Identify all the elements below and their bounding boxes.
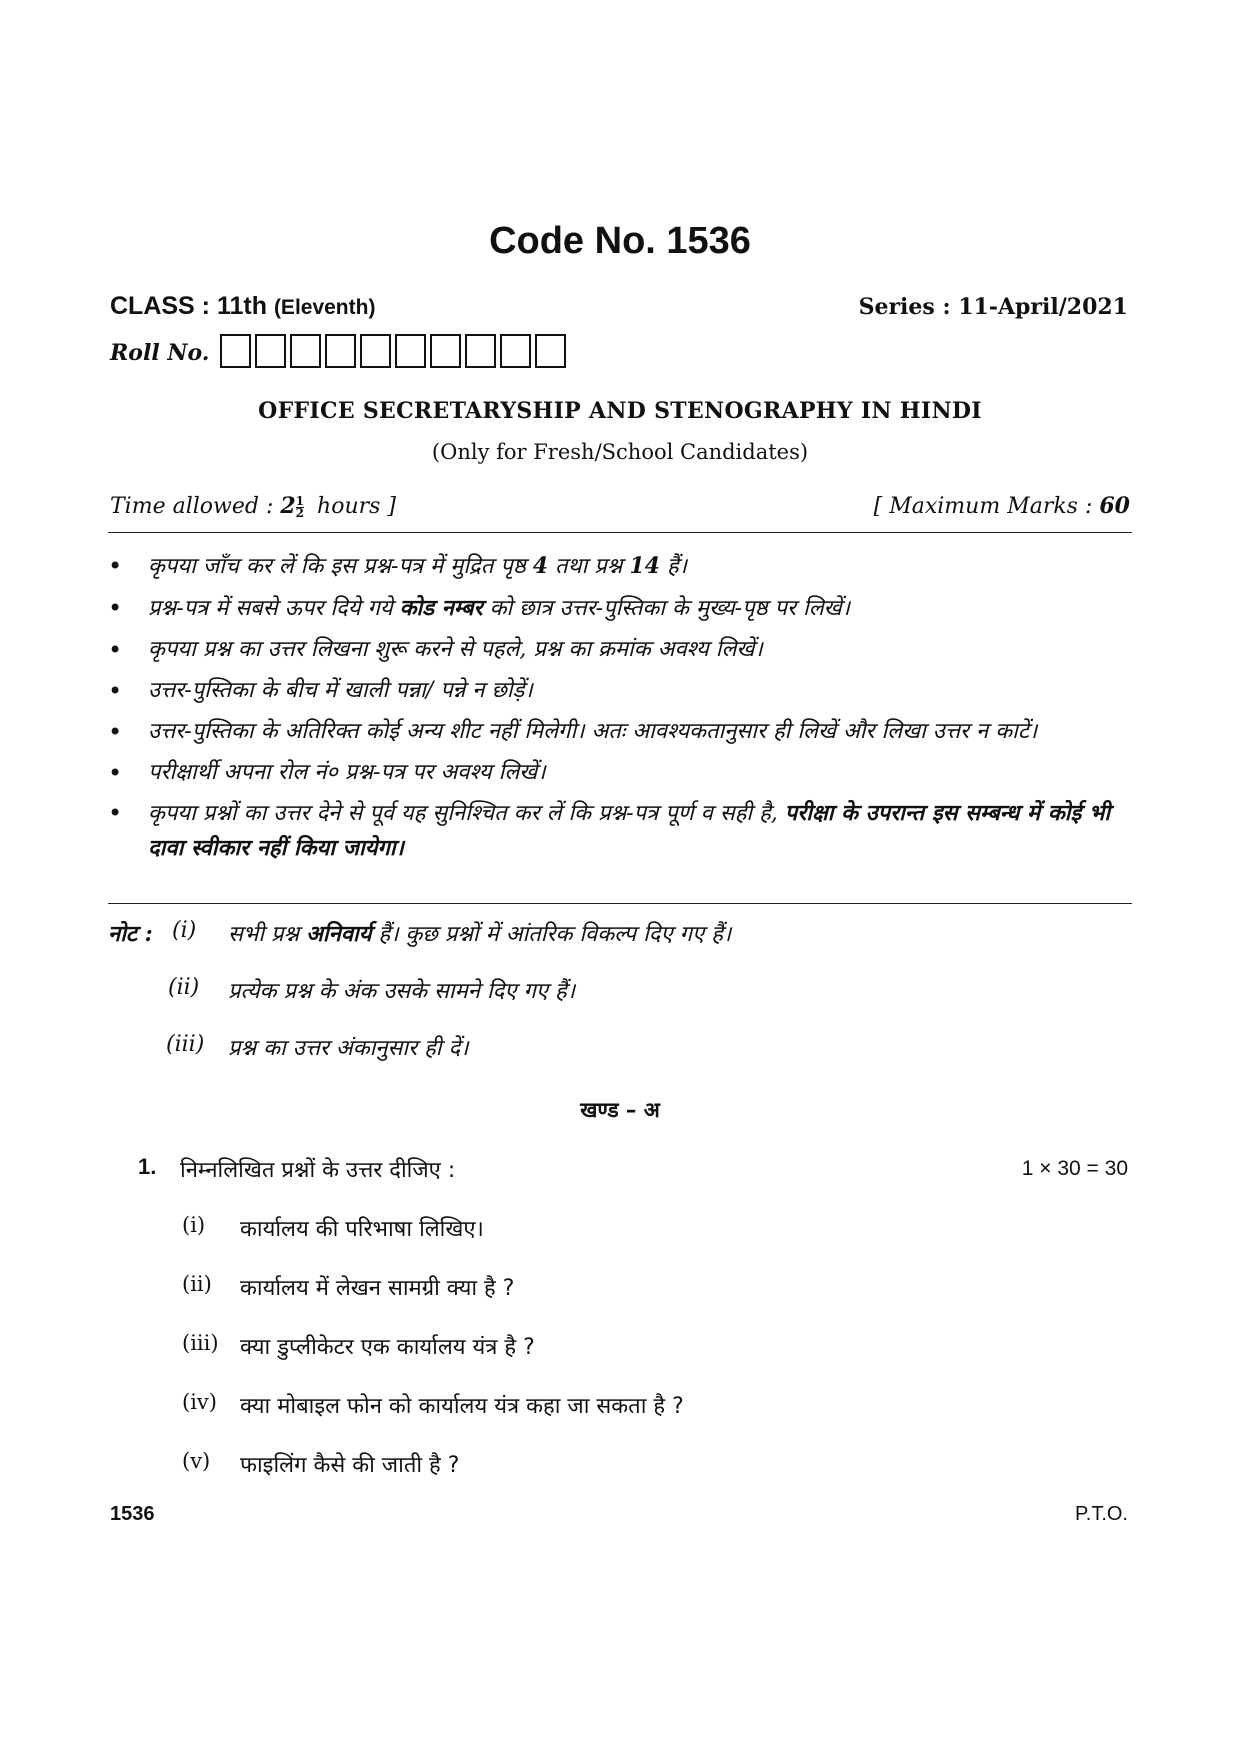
instruction-item xyxy=(108,590,1138,627)
frac-num: 1 xyxy=(295,493,305,508)
maxmarks-prefix: [ Maximum Marks : xyxy=(873,494,1093,519)
notes-block xyxy=(108,918,1138,1089)
note-text: प्रश्न का उत्तर अंकानुसार ही दें। xyxy=(228,1036,469,1061)
note-item xyxy=(108,918,1138,975)
note-bold: अनिवार्य xyxy=(306,921,372,947)
note-item xyxy=(108,975,1138,1032)
roll-box[interactable] xyxy=(430,334,461,368)
roll-box[interactable] xyxy=(535,334,566,368)
roll-box[interactable] xyxy=(220,334,251,368)
sub-question-number: (i) xyxy=(182,1213,206,1237)
subject-title: OFFICE SECRETARYSHIP AND STENOGRAPHY IN HINDI xyxy=(258,398,982,424)
instruction-text: उत्तर-पुस्तिका के बीच में खाली पन्ना/ पन्ने न छोड़ें। xyxy=(148,678,533,703)
footer-code: 1536 xyxy=(110,1503,155,1525)
time-fraction xyxy=(295,493,305,520)
instruction-text: कृपया प्रश्न का उत्तर लिखना शुरू करने से पहले, प्रश्न का क्रमांक अवश्य लिखें। xyxy=(148,637,763,662)
class-label xyxy=(110,292,375,321)
roll-box[interactable] xyxy=(465,334,496,368)
bullet-icon: • xyxy=(108,552,123,580)
divider xyxy=(108,903,1132,904)
roll-box[interactable] xyxy=(500,334,531,368)
instruction-text: प्रश्न-पत्र में सबसे ऊपर दिये गये xyxy=(148,596,400,621)
bullet-icon: • xyxy=(108,594,123,622)
note-label: नोट : xyxy=(108,921,153,947)
code-number: Code No. 1536 xyxy=(489,220,751,262)
instruction-item xyxy=(108,796,1138,866)
roll-box[interactable] xyxy=(290,334,321,368)
instruction-item xyxy=(108,755,1138,791)
instruction-text: परीक्षार्थी अपना रोल नं० प्रश्न-पत्र पर अवश्य लिखें। xyxy=(148,760,546,785)
footer-pto: P.T.O. xyxy=(1075,1503,1128,1525)
instruction-bold: 14 xyxy=(629,553,660,579)
sub-question-text: क्या डुप्लीकेटर एक कार्यालय यंत्र है ? xyxy=(240,1335,535,1360)
note-text: प्रत्येक प्रश्न के अंक उसके सामने दिए गए हैं। xyxy=(228,979,576,1004)
bullet-icon: • xyxy=(108,636,123,664)
bullet-icon: • xyxy=(108,718,123,746)
divider xyxy=(108,532,1132,533)
roll-number-boxes[interactable] xyxy=(220,334,570,368)
sub-question-number: (iii) xyxy=(182,1331,219,1355)
instruction-text: को छात्र उत्तर-पुस्तिका के मुख्य-पृष्ठ पर लिखें। xyxy=(482,596,850,621)
bullet-icon: • xyxy=(108,799,123,827)
roll-label: Roll No. xyxy=(110,340,210,366)
time-suffix: hours ] xyxy=(317,494,396,519)
note-text-part: हैं। कुछ प्रश्नों में आंतरिक विकल्प दिए गए हैं। xyxy=(371,922,732,947)
maximum-marks xyxy=(874,493,1130,519)
sub-question-text: क्या मोबाइल फोन को कार्यालय यंत्र कहा जा सकता है ? xyxy=(240,1394,684,1419)
instruction-bold: 4 xyxy=(532,553,548,579)
sub-question-text: कार्यालय की परिभाषा लिखिए। xyxy=(240,1217,484,1242)
instruction-text: हैं। xyxy=(659,554,687,579)
class-sub: (Eleventh) xyxy=(273,296,376,319)
sub-question-number: (ii) xyxy=(182,1272,212,1296)
instruction-item xyxy=(108,632,1138,668)
instruction-item xyxy=(108,548,1138,585)
roll-box[interactable] xyxy=(395,334,426,368)
note-item xyxy=(108,1032,1138,1089)
maxmarks-value: 60 xyxy=(1099,493,1130,519)
sub-question-number: (v) xyxy=(182,1449,211,1473)
instruction-bold: परीक्षा के उपरान्त इस सम्बन्ध में कोई भी दावा स्वीकार नहीं किया जायेगा। xyxy=(148,800,1111,861)
instructions-list xyxy=(108,548,1138,871)
series-label: Series : 11-April/2021 xyxy=(858,294,1128,320)
instruction-text: कृपया जाँच कर लें कि इस प्रश्न-पत्र में मुद्रित पृष्ठ xyxy=(148,554,533,579)
time-allowed xyxy=(110,493,396,519)
note-text-part: सभी प्रश्न xyxy=(228,922,307,947)
roll-box[interactable] xyxy=(325,334,356,368)
sub-question-number: (iv) xyxy=(182,1390,217,1414)
roll-box[interactable] xyxy=(360,334,391,368)
time-whole: 2 xyxy=(280,493,296,519)
instruction-item xyxy=(108,673,1138,709)
sub-question-text: कार्यालय में लेखन सामग्री क्या है ? xyxy=(240,1276,515,1301)
instruction-bold: कोड नम्बर xyxy=(399,595,483,621)
section-title: खण्ड – अ xyxy=(580,1098,660,1122)
class-value: CLASS : 11th xyxy=(110,292,267,320)
candidates-note: (Only for Fresh/School Candidates) xyxy=(431,440,809,464)
instruction-text: तथा प्रश्न xyxy=(548,554,630,579)
sub-question-text: फाइलिंग कैसे की जाती है ? xyxy=(240,1453,460,1478)
instruction-item xyxy=(108,714,1138,750)
instruction-text: कृपया प्रश्नों का उत्तर देने से पूर्व यह सुनिश्चित कर लें कि प्रश्न-पत्र पूर्ण व सही है, xyxy=(148,801,785,826)
frac-den: 2 xyxy=(295,505,305,520)
note-number: (i) xyxy=(172,918,197,943)
time-prefix: Time allowed : xyxy=(110,494,274,519)
question-number: 1. xyxy=(138,1154,157,1179)
instruction-text: उत्तर-पुस्तिका के अतिरिक्त कोई अन्य शीट नहीं मिलेगी। अतः आवश्यकतानुसार ही लिखें और लिखा उत्तर न काटें। xyxy=(148,719,1038,744)
note-number: (iii) xyxy=(166,1032,205,1057)
note-text xyxy=(228,918,731,948)
note-number: (ii) xyxy=(168,975,200,1000)
question-marks: 1 × 30 = 30 xyxy=(1021,1157,1128,1180)
bullet-icon: • xyxy=(108,677,123,705)
roll-box[interactable] xyxy=(255,334,286,368)
question-text: निम्नलिखित प्रश्नों के उत्तर दीजिए : xyxy=(180,1158,456,1183)
bullet-icon: • xyxy=(108,759,123,787)
